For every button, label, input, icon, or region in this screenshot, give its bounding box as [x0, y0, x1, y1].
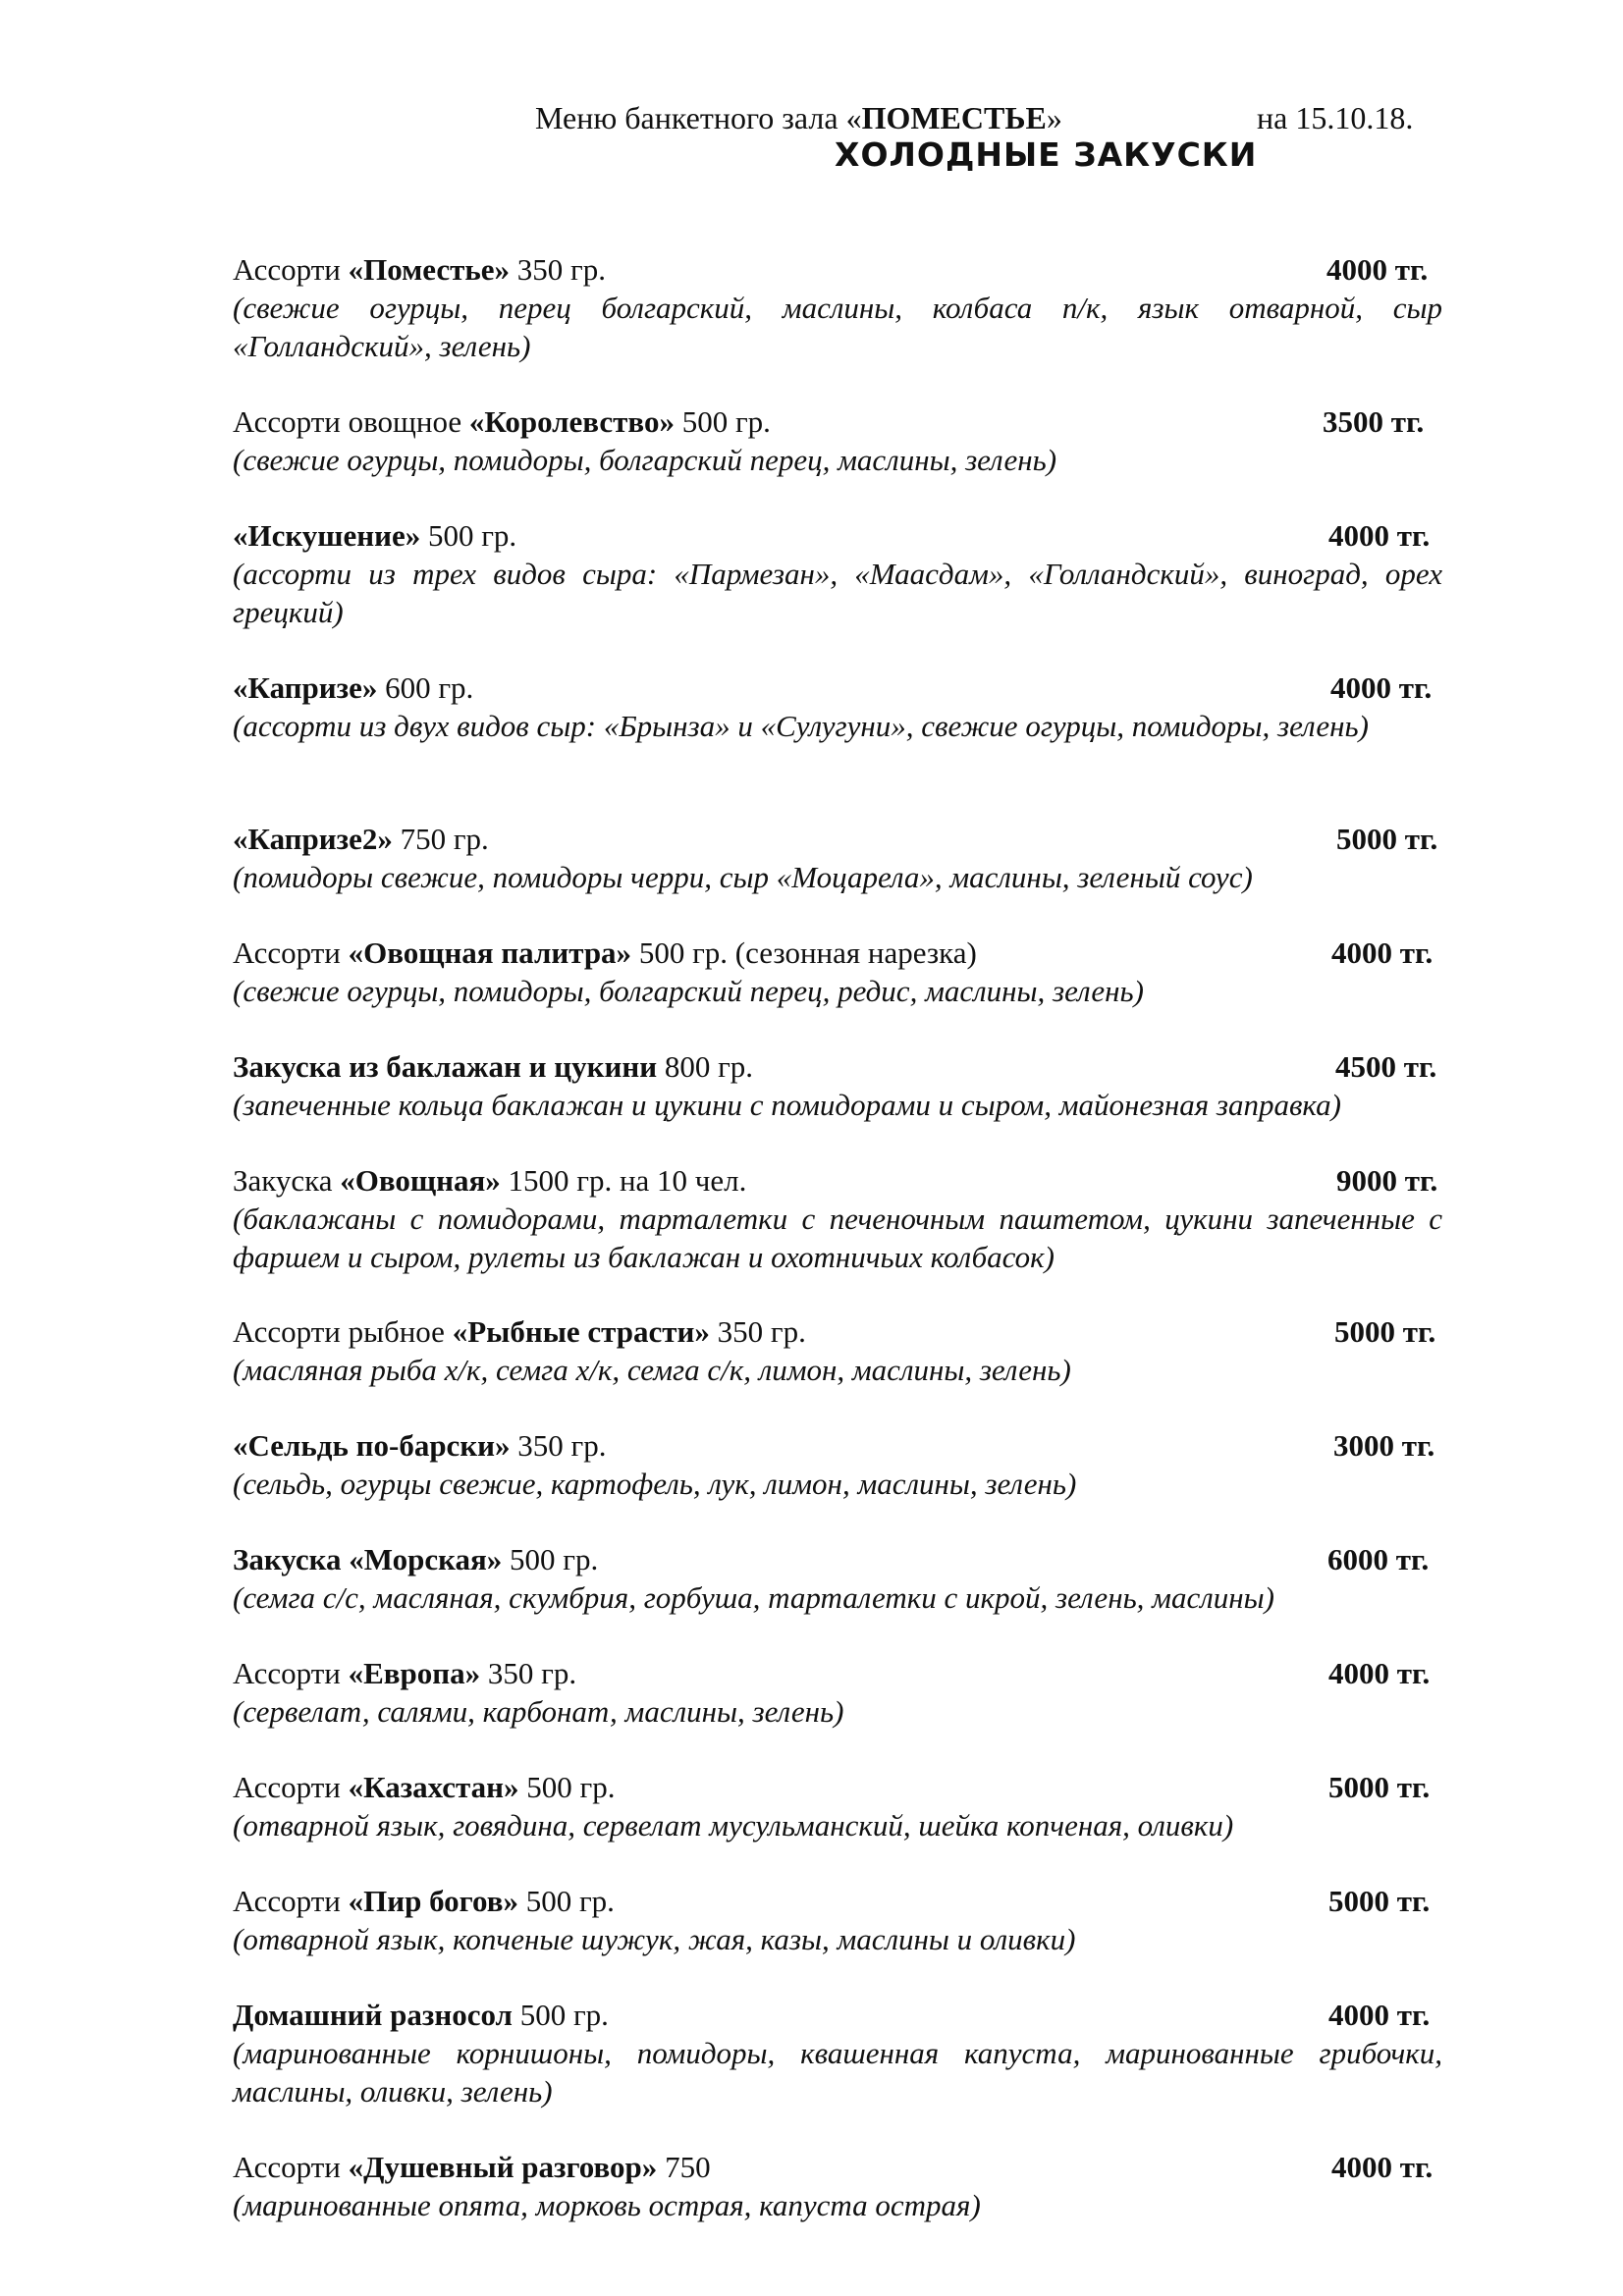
- menu-header: [535, 98, 1419, 137]
- menu-item-price: 4000 тг.: [1326, 252, 1429, 287]
- menu-item-description: (ассорти из двух видов сыр: «Брынза» и «Сулугуни», свежие огурцы, помидоры, зелень): [233, 709, 1369, 743]
- hall-name: ПОМЕСТЬЕ: [861, 100, 1047, 135]
- menu-item: [233, 1540, 1450, 1617]
- menu-item-description: (отварной язык, копченые шужук, жая, казы, маслины и оливки): [233, 1922, 1076, 1956]
- menu-item-description: (запеченные кольца баклажан и цукини с помидорами и сыром, майонезная заправка): [233, 1088, 1341, 1122]
- menu-item-description: (сервелат, салями, карбонат, маслины, зелень): [233, 1694, 844, 1729]
- menu-item-weight: 750 гр.: [392, 822, 489, 856]
- menu-item-description: (свежие огурцы, помидоры, болгарский перец, редис, маслины, зелень): [233, 974, 1144, 1008]
- menu-item-name: «Рыбные страсти»: [452, 1314, 710, 1349]
- menu-item-weight: 500 гр.: [517, 1884, 615, 1918]
- menu-item-description: (маринованные корнишоны, помидоры, квашенная капуста, маринованные грибочки, маслины, оливки, зелень): [233, 2036, 1442, 2109]
- menu-item-name: «Овощная палитра»: [348, 935, 632, 970]
- menu-item-title: [233, 1540, 1450, 1578]
- menu-item-weight: 500 гр.: [518, 1770, 616, 1804]
- menu-item-weight: 500 гр.: [420, 518, 517, 553]
- menu-item-prefix: Ассорти рыбное: [233, 1314, 453, 1349]
- menu-item-name: Домашний разносол: [233, 1998, 513, 2032]
- menu-item-description: (масляная рыба х/к, семга х/к, семга с/к, лимон, маслины, зелень): [233, 1353, 1071, 1387]
- menu-item-price: 4000 тг.: [1330, 670, 1433, 705]
- menu-item-price: 5000 тг.: [1328, 1770, 1431, 1804]
- menu-item-description: (свежие огурцы, помидоры, болгарский перец, маслины, зелень): [233, 443, 1057, 477]
- menu-item-description: (сельдь, огурцы свежие, картофель, лук, лимон, маслины, зелень): [233, 1467, 1077, 1501]
- menu-item-price: 4000 тг.: [1328, 1656, 1431, 1690]
- menu-item-name: «Душевный разговор»: [348, 2150, 658, 2184]
- menu-item-price: 4000 тг.: [1328, 518, 1431, 553]
- menu-item-weight: 800 гр.: [657, 1049, 754, 1084]
- menu-item-price: 4500 тг.: [1335, 1049, 1437, 1084]
- menu-item: [233, 2148, 1450, 2224]
- menu-item: [233, 402, 1450, 479]
- menu-item-weight: 350 гр.: [480, 1656, 577, 1690]
- menu-item-title: [233, 1882, 1450, 1920]
- menu-item-name: «Поместье»: [348, 252, 511, 287]
- section-title: ХОЛОДНЫЕ ЗАКУСКИ: [835, 135, 1258, 174]
- menu-item: [233, 1882, 1450, 1958]
- menu-item-title: [233, 668, 1450, 707]
- menu-item-price: 5000 тг.: [1328, 1884, 1431, 1918]
- menu-item-title: [233, 2148, 1450, 2186]
- menu-item-price: 6000 тг.: [1327, 1542, 1430, 1576]
- menu-header-prefix: Меню банкетного зала «: [535, 100, 862, 135]
- menu-item-price: 3000 тг.: [1333, 1428, 1435, 1463]
- menu-item-name: «Овощная»: [340, 1163, 501, 1198]
- menu-item: [233, 516, 1450, 631]
- menu-item: [233, 1047, 1450, 1124]
- menu-item-title: [233, 934, 1450, 972]
- menu-item-description: (маринованные опята, морковь острая, капуста острая): [233, 2188, 981, 2222]
- menu-item-title: [233, 402, 1450, 441]
- menu-item-prefix: Ассорти: [233, 252, 349, 287]
- menu-item: [233, 1768, 1450, 1844]
- menu-header-suffix: »: [1046, 100, 1062, 135]
- menu-item-title: [233, 250, 1450, 289]
- menu-item-name: «Казахстан»: [348, 1770, 519, 1804]
- menu-item-prefix: Закуска: [233, 1163, 341, 1198]
- menu-item-name: «Капризе»: [233, 670, 378, 705]
- menu-item-name: «Искушение»: [233, 518, 421, 553]
- menu-item-description: (помидоры свежие, помидоры черри, сыр «Моцарела», маслины, зеленый соус): [233, 860, 1253, 894]
- menu-item: [233, 250, 1450, 365]
- menu-item-weight: 350 гр.: [510, 1428, 607, 1463]
- menu-item-description: (отварной язык, говядина, сервелат мусульманский, шейка копченая, оливки): [233, 1808, 1234, 1842]
- menu-date: на 15.10.18.: [1257, 100, 1414, 135]
- menu-item-weight: 500 гр. (сезонная нарезка): [631, 935, 977, 970]
- menu-item: [233, 1996, 1450, 2110]
- menu-item-name: Закуска из баклажан и цукини: [233, 1049, 658, 1084]
- menu-item-price: 5000 тг.: [1336, 822, 1438, 856]
- menu-item-weight: 500 гр.: [502, 1542, 599, 1576]
- menu-item: [233, 1426, 1450, 1503]
- menu-item: [233, 668, 1450, 745]
- menu-item-prefix: Ассорти: [233, 935, 349, 970]
- menu-item-price: 3500 тг.: [1323, 404, 1425, 439]
- menu-item-name: «Сельдь по-барски»: [233, 1428, 511, 1463]
- menu-item-price: 9000 тг.: [1336, 1163, 1438, 1198]
- menu-item: [233, 1312, 1450, 1389]
- menu-item-description: (ассорти из трех видов сыра: «Пармезан», «Маасдам», «Голландский», виноград, орех грецкий): [233, 557, 1442, 629]
- menu-item-price: 5000 тг.: [1334, 1314, 1436, 1349]
- menu-item-description: (баклажаны с помидорами, тарталетки с печеночным паштетом, цукини запеченные с фаршем и сыром, рулеты из баклажан и охотничьих колбасок): [233, 1201, 1442, 1274]
- menu-item-name: Закуска «Морская»: [233, 1542, 503, 1576]
- menu-item-title: [233, 820, 1450, 858]
- menu-item-title: [233, 1047, 1450, 1086]
- menu-item-description: (семга с/с, масляная, скумбрия, горбуша, тарталетки с икрой, зелень, маслины): [233, 1580, 1274, 1615]
- menu-item-title: [233, 1654, 1450, 1692]
- menu-item-weight: 500 гр.: [674, 404, 771, 439]
- menu-item-name: «Королевство»: [468, 404, 675, 439]
- menu-item-prefix: Ассорти: [233, 1656, 349, 1690]
- menu-item-title: [233, 1996, 1450, 2034]
- menu-item-weight: 350 гр.: [709, 1314, 806, 1349]
- menu-item-weight: 500 гр.: [512, 1998, 609, 2032]
- menu-item-prefix: Ассорти: [233, 1884, 349, 1918]
- menu-item-prefix: Ассорти овощное: [233, 404, 469, 439]
- menu-item: [233, 934, 1450, 1010]
- menu-item-price: 4000 тг.: [1328, 1998, 1431, 2032]
- menu-item-weight: 350 гр.: [510, 252, 607, 287]
- menu-item-weight: 1500 гр. на 10 чел.: [500, 1163, 747, 1198]
- menu-item-title: [233, 1426, 1450, 1465]
- menu-item-prefix: Ассорти: [233, 2150, 349, 2184]
- menu-item-prefix: Ассорти: [233, 1770, 349, 1804]
- menu-item-name: «Европа»: [348, 1656, 481, 1690]
- menu-item-price: 4000 тг.: [1331, 2150, 1434, 2184]
- menu-item-name: «Капризе2»: [233, 822, 393, 856]
- menu-item-weight: 750: [657, 2150, 711, 2184]
- menu-item-title: [233, 516, 1450, 555]
- menu-item: [233, 1161, 1450, 1276]
- menu-item-weight: 600 гр.: [377, 670, 474, 705]
- menu-item-title: [233, 1312, 1450, 1351]
- menu-item: [233, 1654, 1450, 1731]
- menu-item-price: 4000 тг.: [1331, 935, 1434, 970]
- menu-item-name: «Пир богов»: [348, 1884, 518, 1918]
- menu-item: [233, 820, 1450, 896]
- menu-item-title: [233, 1161, 1450, 1200]
- menu-item-title: [233, 1768, 1450, 1806]
- menu-item-description: (свежие огурцы, перец болгарский, маслины, колбаса п/к, язык отварной, сыр «Голландский», зелень): [233, 291, 1442, 363]
